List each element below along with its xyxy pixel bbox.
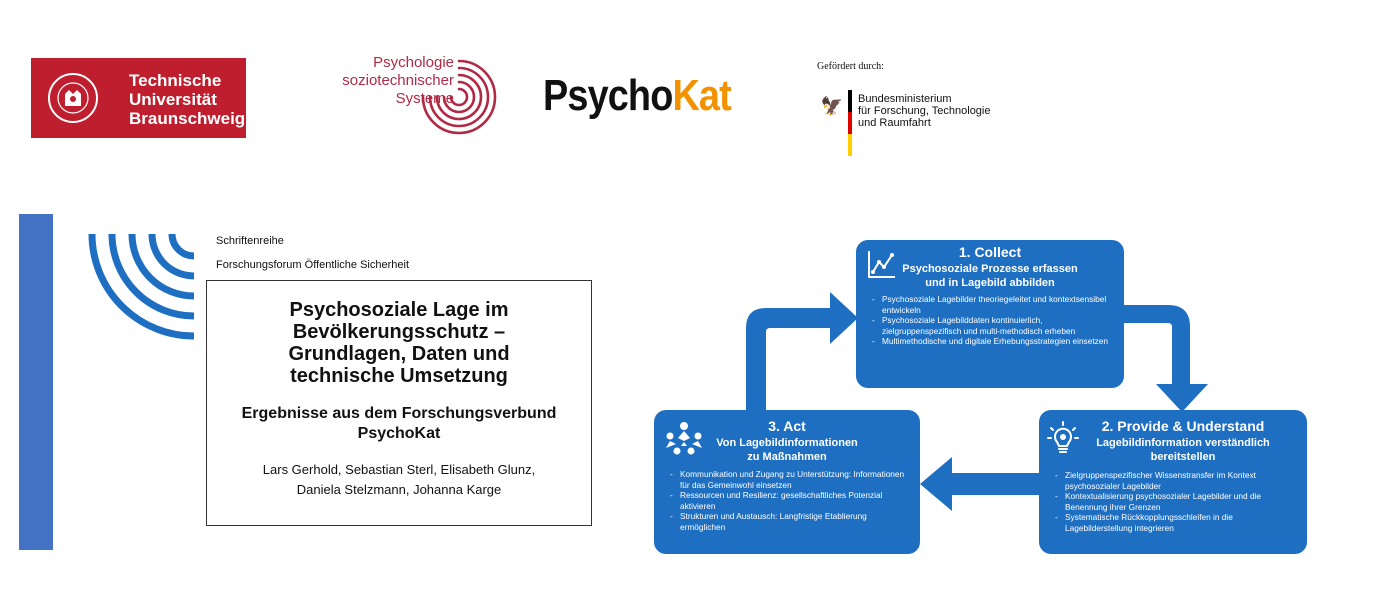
- pss-logo-line: Psychologie: [373, 54, 454, 71]
- provide-subtitle-line: bereitstellen: [1150, 451, 1216, 463]
- cover-authors-line: Lars Gerhold, Sebastian Sterl, Elisabeth Glunz,: [262, 462, 536, 477]
- german-flag-icon: [848, 90, 852, 156]
- collect-title: 1. Collect: [958, 244, 1022, 260]
- ministry-name-line: für Forschung, Technologie: [858, 105, 991, 117]
- cover-title-line: Grundlagen, Daten und: [288, 343, 510, 365]
- pss-arcs-icon: [418, 56, 500, 138]
- arrow-act-to-collect: [746, 292, 858, 412]
- arrow-provide-to-act: [920, 457, 1041, 511]
- series-label: Schriftenreihe: [216, 235, 284, 247]
- ministry-name-line: Bundesministerium: [858, 93, 952, 105]
- cycle-box-collect: [856, 240, 1124, 388]
- act-title: 3. Act: [768, 418, 806, 434]
- provide-subtitle-line: Lagebildinformation verständlich: [1096, 437, 1270, 449]
- provide-subtitle: [1039, 436, 1307, 464]
- cover-subtitle: [215, 404, 583, 444]
- pss-logo-line: soziotechnischer Systeme: [342, 72, 454, 107]
- cover-authors-line: Daniela Stelzmann, Johanna Karge: [296, 482, 502, 497]
- federal-eagle-icon: 🦅: [820, 96, 844, 116]
- cycle-box-provide: [1039, 410, 1307, 554]
- list-item: - Zielgruppenspezifischer Wissenstransfer im Kontext psychosozialer Lagebilder: [1065, 470, 1301, 491]
- provide-title: 2. Provide & Understand: [1101, 418, 1265, 434]
- lightbulb-icon: [1047, 420, 1079, 454]
- cover-arcs-icon: [88, 234, 196, 340]
- list-item: - Strukturen und Austausch: Langfristige Etablierung ermöglichen: [680, 511, 914, 532]
- cover-title-line: Psychosoziale Lage im: [289, 299, 509, 321]
- arrow-collect-to-provide: [1122, 305, 1208, 412]
- psychokat-logo: [543, 71, 731, 121]
- cover-subtitle-line: PsychoKat: [357, 425, 441, 442]
- list-item: - Psychosoziale Lagebilddaten kontinuierlich, zielgruppenspezifisch und multi-methodisch erheben: [882, 315, 1118, 336]
- list-item: - Kommunikation und Zugang zu Unterstützung: Informationen für das Gemeinwohl einsetzen: [680, 469, 914, 490]
- cover-title-line: Bevölkerungsschutz –: [292, 321, 506, 343]
- cover-title-box: [206, 280, 592, 526]
- chart-line-icon: [866, 248, 898, 280]
- tu-braunschweig-logo: [31, 58, 246, 138]
- tu-logo-line: Braunschweig: [129, 109, 246, 128]
- list-item: - Kontextualisierung psychosozialer Lagebilder und die Benennung ihrer Grenzen: [1065, 491, 1301, 512]
- ministry-name: [858, 93, 991, 129]
- people-network-icon: [664, 418, 704, 458]
- list-item: - Ressourcen und Resilienz: gesellschaftliches Potenzial aktivieren: [680, 490, 914, 511]
- cover-title: [217, 299, 581, 387]
- cover-subtitle-line: Ergebnisse aus dem Forschungsverbund: [241, 405, 557, 422]
- psychokat-logo-part1: Psycho: [543, 71, 673, 120]
- tu-seal-icon: [47, 72, 99, 124]
- funding-label: Gefördert durch:: [817, 61, 884, 72]
- psychokat-logo-part2: Kat: [672, 71, 731, 120]
- list-item: - Psychosoziale Lagebilder theoriegeleitet und kontextsensibel entwickeln: [882, 294, 1118, 315]
- act-subtitle-line: zu Maßnahmen: [747, 451, 827, 463]
- cover-title-line: technische Umsetzung: [290, 365, 508, 387]
- list-item: - Systematische Rückkopplungsschleifen in die Lagebilderstellung integrieren: [1065, 512, 1301, 533]
- tu-logo-line: Technische: [129, 71, 222, 90]
- act-subtitle-line: Von Lagebildinformationen: [716, 437, 858, 449]
- series-name: Forschungsforum Öffentliche Sicherheit: [216, 259, 409, 271]
- cover-authors: [215, 460, 583, 500]
- tu-logo-line: Universität: [129, 90, 217, 109]
- act-list: [654, 469, 920, 533]
- collect-list: [856, 294, 1124, 347]
- list-item: - Multimethodische und digitale Erhebungsstrategien einsetzen: [882, 336, 1118, 347]
- cover-accent-bar: [19, 214, 53, 550]
- tu-logo-text: [129, 71, 245, 128]
- cycle-box-act: [654, 410, 920, 554]
- provide-list: [1039, 470, 1307, 534]
- collect-subtitle-line: und in Lagebild abbilden: [925, 277, 1055, 289]
- collect-subtitle-line: Psychosoziale Prozesse erfassen: [902, 263, 1078, 275]
- ministry-name-line: und Raumfahrt: [858, 117, 931, 129]
